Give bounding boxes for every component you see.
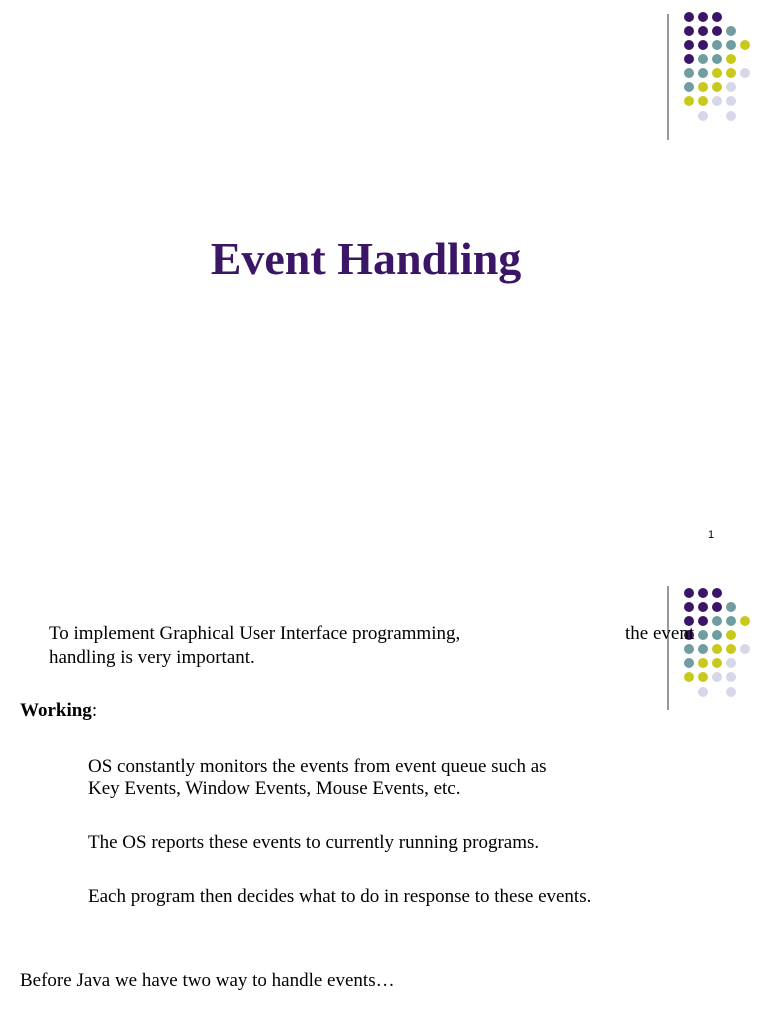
dot <box>684 68 694 78</box>
dot <box>726 68 736 78</box>
dot <box>726 26 736 36</box>
dot <box>712 40 722 50</box>
dot <box>698 602 708 612</box>
dot <box>684 54 694 64</box>
dot <box>684 96 694 106</box>
dot-cluster <box>684 12 750 121</box>
dot <box>684 82 694 92</box>
dot <box>712 672 722 682</box>
dot <box>712 644 722 654</box>
dot <box>698 26 708 36</box>
dot <box>712 26 722 36</box>
intro-text: To implement Graphical User Interface programming, <box>49 623 461 644</box>
bullet-os-reports: The OS reports these events to currently running programs. <box>88 832 540 853</box>
dot <box>712 82 722 92</box>
dot <box>698 96 708 106</box>
dot <box>698 630 708 640</box>
dot <box>726 644 736 654</box>
dot <box>684 602 694 612</box>
dot <box>712 54 722 64</box>
working-label: Working <box>20 700 92 721</box>
page-number: 1 <box>708 529 715 541</box>
dot <box>726 687 736 697</box>
dot <box>684 26 694 36</box>
dot <box>726 672 736 682</box>
dot <box>698 68 708 78</box>
dot <box>684 658 694 668</box>
intro-text-tail: the event <box>625 623 695 644</box>
dot <box>698 616 708 626</box>
dot <box>726 54 736 64</box>
dot <box>726 658 736 668</box>
dot <box>712 12 722 22</box>
working-colon: : <box>91 700 98 721</box>
dot <box>740 616 750 626</box>
slide-title: Event Handling <box>210 233 522 284</box>
closing-text: Before Java we have two way to handle events… <box>20 970 395 991</box>
dot <box>740 40 750 50</box>
dot <box>726 630 736 640</box>
dot <box>698 40 708 50</box>
dot <box>712 630 722 640</box>
dot <box>712 602 722 612</box>
dot <box>726 111 736 121</box>
dot <box>712 616 722 626</box>
intro-text-continued: handling is very important. <box>49 647 255 668</box>
slide-2 <box>0 570 768 1024</box>
dot <box>740 644 750 654</box>
bullet-os-monitors: OS constantly monitors the events from event queue such as <box>88 756 547 777</box>
dot <box>684 12 694 22</box>
dot <box>684 672 694 682</box>
dot <box>712 96 722 106</box>
dot <box>698 588 708 598</box>
dot <box>684 588 694 598</box>
dot <box>698 644 708 654</box>
decorative-dot-grid <box>640 0 768 140</box>
dot <box>740 68 750 78</box>
working-heading <box>20 700 97 722</box>
dot <box>726 96 736 106</box>
dot <box>726 82 736 92</box>
bullet-program-decides: Each program then decides what to do in response to these events. <box>88 886 592 907</box>
dot <box>698 12 708 22</box>
dot <box>712 588 722 598</box>
dot <box>698 82 708 92</box>
dot <box>712 68 722 78</box>
dot <box>684 40 694 50</box>
dot <box>698 658 708 668</box>
bullet-os-monitors-continued: Key Events, Window Events, Mouse Events, etc. <box>88 778 461 799</box>
dot <box>726 602 736 612</box>
dot <box>698 672 708 682</box>
dot <box>698 54 708 64</box>
dot <box>712 658 722 668</box>
dot <box>698 687 708 697</box>
dot <box>726 40 736 50</box>
dot <box>726 616 736 626</box>
dot <box>698 111 708 121</box>
dot <box>684 644 694 654</box>
